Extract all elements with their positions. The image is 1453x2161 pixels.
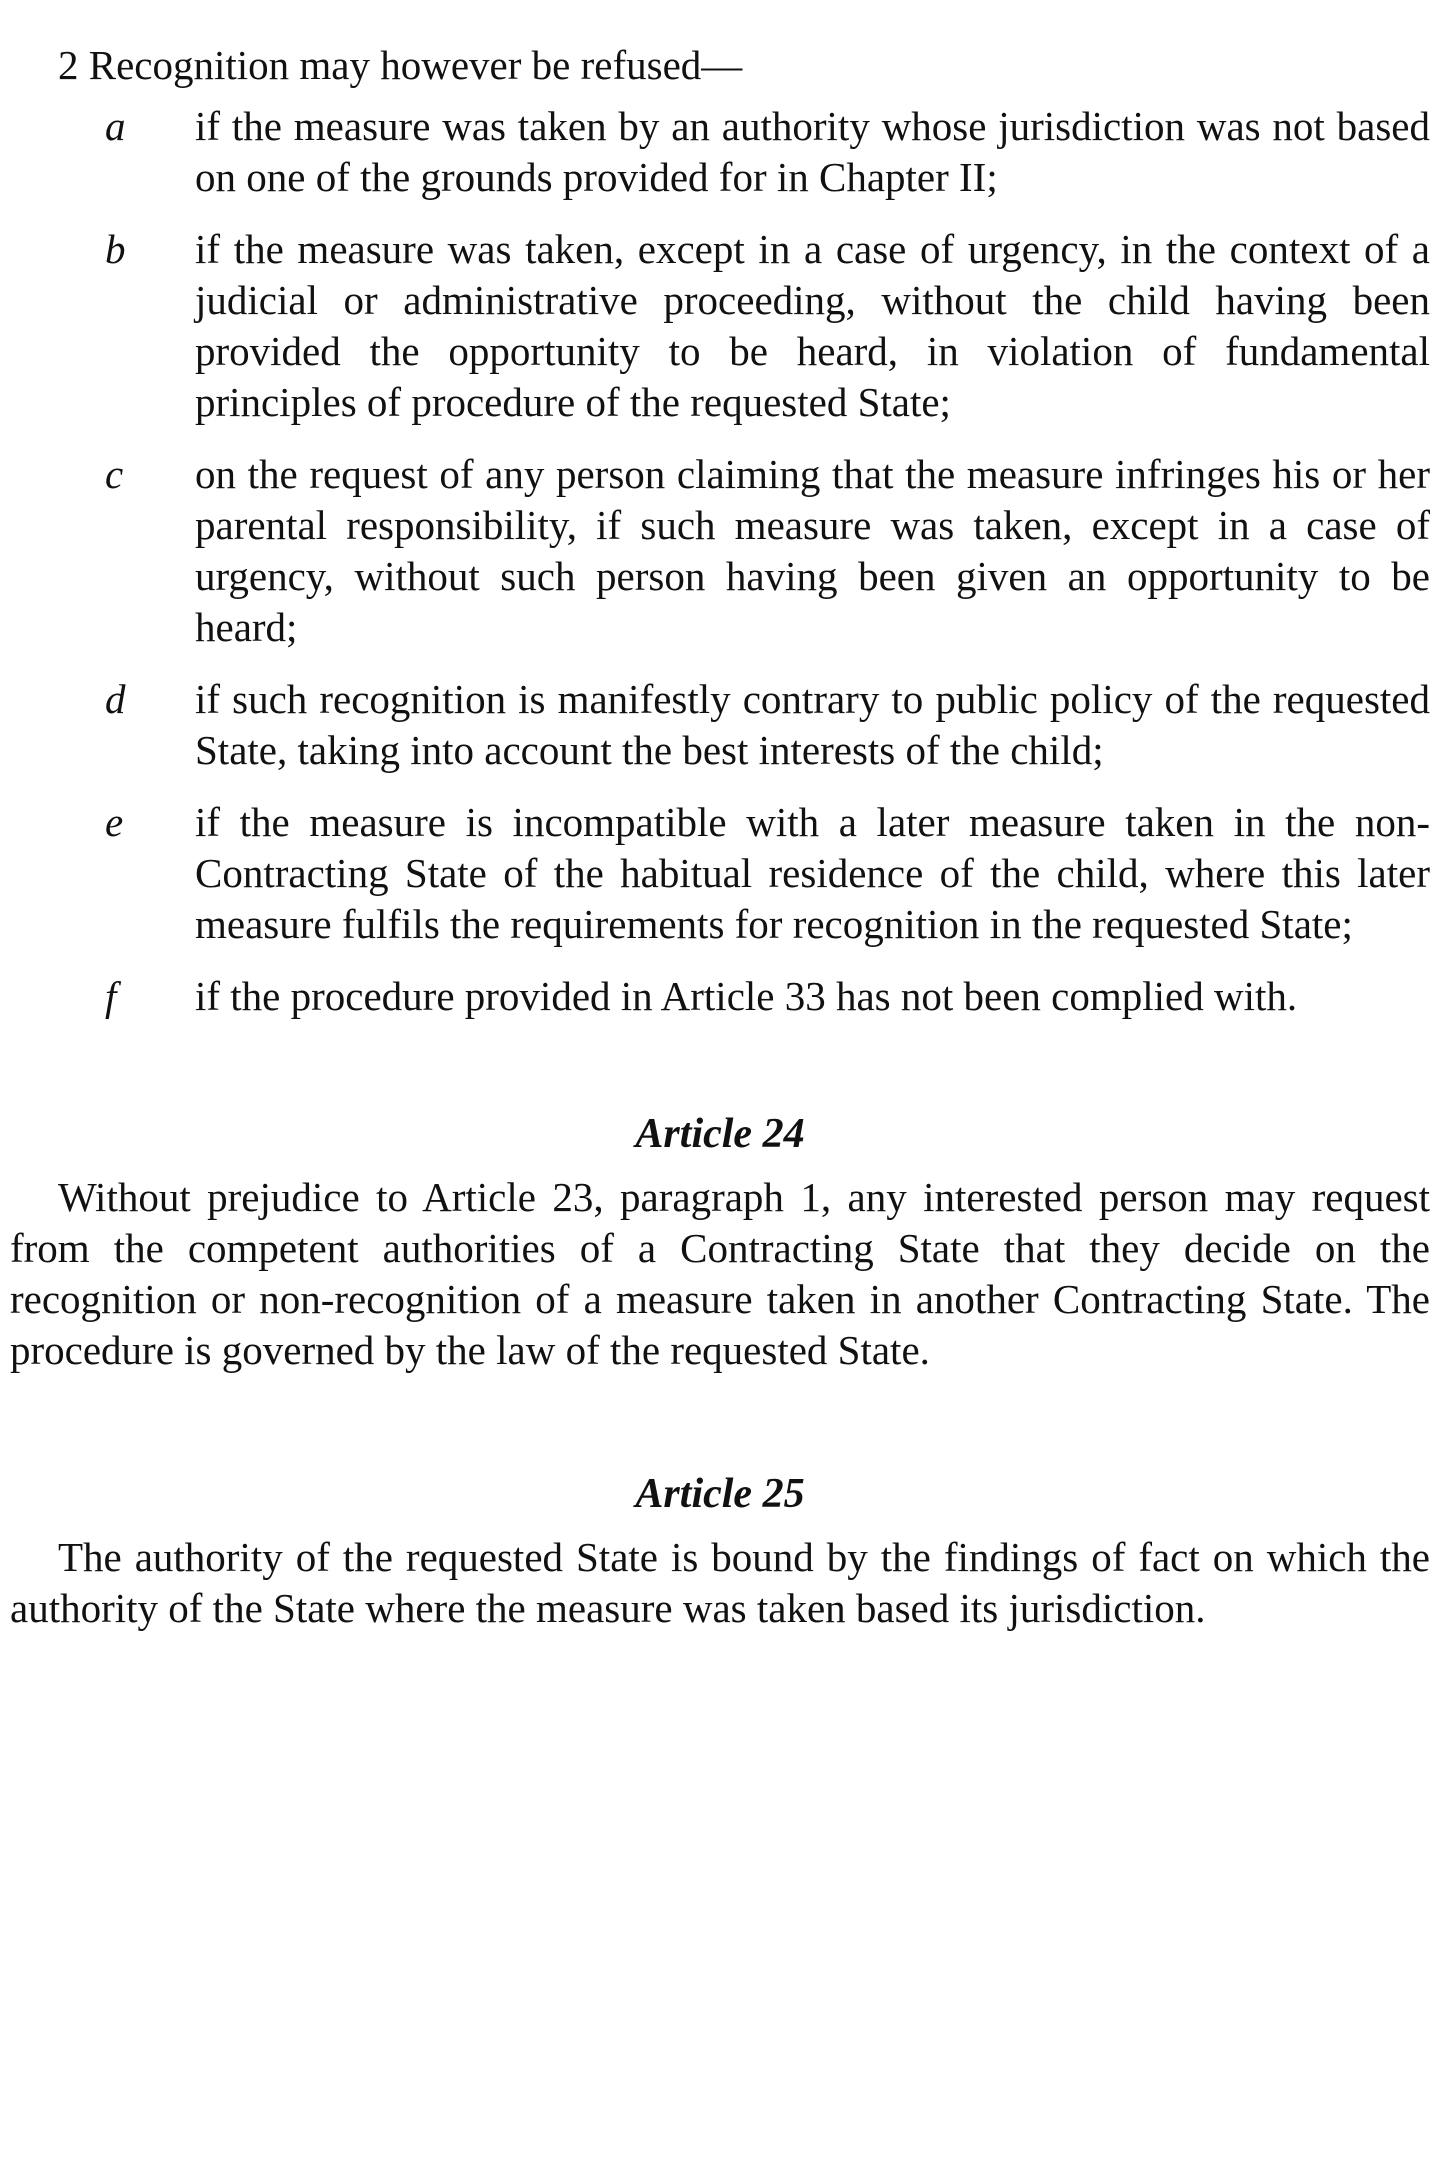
item-letter: d — [105, 676, 126, 722]
document-page — [10, 40, 1430, 1634]
item-text: if the measure was taken, except in a case of urgency, in the context of a judicial or administrative proceeding, without the child having been provided the opportunity to be heard, in violation of fundamental principles of procedure of the requested State; — [195, 226, 1430, 425]
list-item — [10, 101, 1430, 203]
item-text: on the request of any person claiming that the measure infringes his or her parental responsibility, if such measure was taken, except in a case of urgency, without such person having been given an opportunity to be heard; — [195, 451, 1430, 650]
list-item — [10, 224, 1430, 428]
item-letter: e — [105, 799, 124, 845]
item-letter: c — [105, 451, 124, 497]
item-letter: f — [105, 973, 117, 1019]
item-letter: a — [105, 103, 126, 149]
article-24-heading: Article 24 — [635, 1111, 805, 1157]
article-25-body: The authority of the requested State is bound by the findings of fact on which the authority of the State where the measure was taken based its jurisdiction. — [10, 1534, 1430, 1631]
item-text: if the procedure provided in Article 33 has not been complied with. — [195, 973, 1298, 1019]
refusal-grounds-list — [10, 101, 1430, 1022]
list-item — [10, 971, 1430, 1022]
item-text: if such recognition is manifestly contrary to public policy of the requested State, taking into account the best interests of the child; — [195, 676, 1430, 773]
article-25-heading: Article 25 — [635, 1471, 805, 1517]
item-text: if the measure is incompatible with a later measure taken in the non-Contracting State of the habitual residence of the child, where this later measure fulfils the requirements for recognition in the requested State; — [195, 799, 1430, 947]
item-letter: b — [105, 226, 126, 272]
list-item — [10, 674, 1430, 776]
article-24-body: Without prejudice to Article 23, paragraph 1, any interested person may request from the competent authorities of a Contracting State that they decide on the recognition or non-recognition of a measure taken in another Contracting State. The procedure is governed by the law of the requested State. — [10, 1174, 1430, 1373]
list-item — [10, 797, 1430, 950]
list-item — [10, 449, 1430, 653]
item-text: if the measure was taken by an authority whose jurisdiction was not based on one of the grounds provided for in Chapter II; — [195, 103, 1430, 200]
paragraph-intro: 2 Recognition may however be refused— — [58, 42, 743, 88]
